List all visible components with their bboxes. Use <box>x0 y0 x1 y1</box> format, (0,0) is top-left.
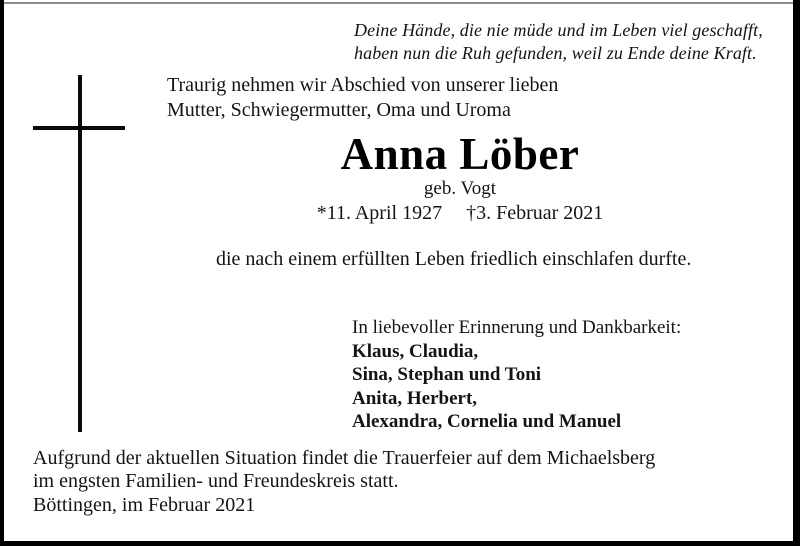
epigraph-line-2: haben nun die Ruh gefunden, weil zu Ende deine Kraft. <box>354 43 757 63</box>
cross-horizontal-beam <box>33 126 125 130</box>
mourner-name: Sina, Stephan und Toni <box>352 364 542 385</box>
funeral-line-1: Aufgrund der aktuellen Situation findet die Trauerfeier auf dem Michaelsberg <box>33 447 656 469</box>
remembrance-heading: In liebevoller Erinnerung und Dankbarkeit: <box>352 317 682 338</box>
scan-bottom-edge <box>0 541 800 546</box>
epigraph-line-1: Deine Hände, die nie müde und im Leben viel geschafft, <box>354 20 763 40</box>
intro-text <box>167 73 558 123</box>
maiden-name: geb. Vogt <box>423 178 497 199</box>
place-and-date: Böttingen, im Februar 2021 <box>33 494 256 516</box>
deceased-name: Anna Löber <box>340 129 580 179</box>
scan-left-edge <box>0 0 4 546</box>
death-date: †3. Februar 2021 <box>466 202 604 224</box>
remembrance-block <box>352 316 681 434</box>
scan-top-edge <box>4 2 793 4</box>
mourner-name: Klaus, Claudia, <box>352 340 479 362</box>
mourner-name: Anita, Herbert, <box>352 387 478 409</box>
funeral-line-2: im engsten Familien- und Freundeskreis statt. <box>33 470 399 492</box>
mourner-name: Alexandra, Cornelia und Manuel <box>352 411 622 432</box>
funeral-info <box>33 447 655 493</box>
life-dates <box>120 202 800 225</box>
closing-sentence: die nach einem erfüllten Leben friedlich einschlafen durfte. <box>216 248 692 270</box>
scan-right-edge <box>793 0 800 546</box>
epigraph-verse <box>354 19 763 65</box>
intro-line-1: Traurig nehmen wir Abschied von unserer lieben <box>167 74 559 96</box>
birth-date: *11. April 1927 <box>316 202 443 224</box>
intro-line-2: Mutter, Schwiegermutter, Oma und Uroma <box>167 99 511 121</box>
